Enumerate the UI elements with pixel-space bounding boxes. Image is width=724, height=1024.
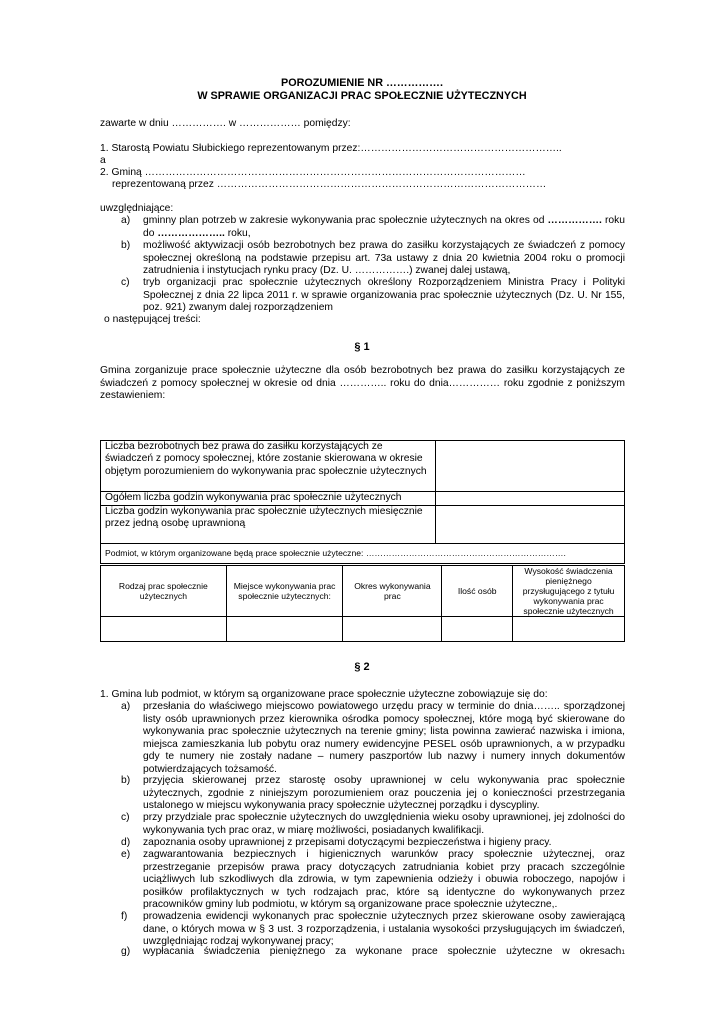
column-header-count: Ilość osób — [442, 566, 513, 617]
table-cell[interactable] — [226, 617, 343, 642]
column-header-period: Okres wykonywania prac — [343, 566, 442, 617]
column-header-type: Rodzaj prac społecznie użytecznych — [101, 566, 227, 617]
table-entity-cell: Podmiot, w którym organizowane będą prace społecznie użyteczne: ……………………………………………………………. — [101, 544, 625, 564]
section2-heading: § 2 — [354, 661, 370, 673]
document-title-line1: POROZUMIENIE NR ……………. — [281, 77, 443, 89]
table-row-label-total-hours: Ogółem liczba godzin wykonywania prac społecznie użytecznych — [101, 492, 436, 506]
considering-a-letter: a) — [121, 215, 131, 226]
column-header-place: Miejsce wykonywania prac społecznie użytecznych: — [226, 566, 343, 617]
table-row-label-monthly-hours: Liczba godzin wykonywania prac społecznie użytecznych miesięcznie przez jedną osobę uprawnioną — [101, 506, 436, 544]
item-f-text: prowadzenia ewidencji wykonanych prac społecznie użytecznych przez skierowane osoby zawierającą dane, o których mowa w § 3 ust. 3 rozporządzenia, i ustalania wysokości przysługujących im świadczeń, uwzględniając rodzaj wykonywanej pracy; — [143, 911, 625, 948]
considering-b-text: możliwość aktywizacji osób bezrobotnych bez prawa do zasiłku korzystających ze świadczeń z pomocy społecznej określoną na podstawie przepisu art. 73a ustawy z dnia 20 kwietnia 2004 roku o promocji zatrudnienia i instytucjach rynku pracy (Dz. U. …………….) zwanej dalej ustawą, — [143, 240, 625, 277]
table-header-row — [101, 566, 625, 617]
table-row — [101, 544, 625, 564]
considering-a-text: gminny plan potrzeb w zakresie wykonywania prac społecznie użytecznych na okres od ……………. roku do ……………….. roku, — [143, 215, 625, 239]
item-c-text: przy przydziale prac społecznie użytecznych do uwzględnienia wieku osoby uprawnionej, jej zdolności do wykonywania tych prac oraz, w miarę możliwości, posiadanych kwalifikacji. — [143, 812, 625, 836]
column-header-allowance: Wysokość świadczenia pieniężnego przysługującego z tytułu wykonywania prac społecznie użytecznych — [513, 566, 625, 617]
page-number: 1 — [621, 949, 625, 956]
concluded-line: zawarte w dniu ……………. w ……………… pomiędzy: — [100, 118, 351, 129]
table-value-cell[interactable] — [436, 506, 625, 544]
section1-heading: § 1 — [354, 341, 370, 353]
work-details-table — [100, 565, 625, 642]
table-row — [101, 492, 625, 506]
item-g-letter: g) — [121, 946, 131, 957]
table-cell[interactable] — [343, 617, 442, 642]
and-line: a — [100, 155, 106, 166]
item-b-text: przyjęcia skierowanej przez starostę osoby uprawnionej w celu wykonywania prac społecznie użytecznych, zgodnie z niniejszym porozumieniem oraz pouczenia jej o konieczności przestrzegania ustalonego w miejscu wykonywania pracy społecznie użytecznej porządku i dyscypliny. — [143, 775, 625, 812]
party2-line: 2. Gminą ………………………………………………………………………………………………… — [100, 167, 526, 178]
item-d-text: zapoznania osoby uprawnionej z przepisami dotyczącymi bezpieczeństwa i higieny pracy. — [143, 837, 552, 848]
table-value-cell[interactable] — [436, 441, 625, 492]
party2-representative-line: reprezentowaną przez …………………………………………………………………………………… — [112, 179, 547, 190]
table-cell[interactable] — [442, 617, 513, 642]
table-row-label-unemployed: Liczba bezrobotnych bez prawa do zasiłku korzystających ze świadczeń z pomocy społecznej, które zostanie skierowana w okresie objętym porozumieniem do wykonywania prac społecznie użytecznych — [101, 441, 436, 492]
document-title-line2: W SPRAWIE ORGANIZACJI PRAC SPOŁECZNIE UŻYTECZNYCH — [197, 90, 527, 102]
item-f-letter: f) — [121, 911, 128, 922]
considering-closing: o następującej treści: — [104, 314, 201, 325]
item-e-text: zagwarantowania bezpiecznych i higienicznych warunków pracy społecznie użytecznej, oraz przestrzeganie przepisów prawa pracy dotyczących zatrudniania kobiet przy pracach szczególnie uciążliwych lub szkodliwych dla zdrowia, w tym zapewnienia odzieży i obuwia roboczego, napojów i posiłków profilaktycznych w tych rodzajach prac, które są identyczne do wykonywanych przez pracowników gminy lub podmiotu, w którym są organizowane prace społecznie użyteczne,. — [143, 849, 625, 911]
item-g-text: wypłacania świadczenia pieniężnego za wykonane prace społecznie użyteczne w okresach1 — [143, 946, 625, 957]
considering-b-letter: b) — [121, 240, 131, 251]
section2-paragraph1: 1. Gmina lub podmiot, w którym są organizowane prace społecznie użyteczne zobowiązuje się do: — [100, 689, 548, 700]
table-row — [101, 506, 625, 544]
section1-text: Gmina zorganizuje prace społecznie użyteczne dla osób bezrobotnych bez prawa do zasiłku korzystających ze świadczeń z pomocy społecznej w okresie od dnia ………….. roku do dnia…………… roku zgodnie z poniższym zestawieniem: — [100, 365, 625, 402]
item-a-letter: a) — [121, 701, 131, 712]
item-b-letter: b) — [121, 775, 131, 786]
item-e-letter: e) — [121, 849, 131, 860]
considering-c-letter: c) — [121, 277, 130, 288]
considering-c-text: tryb organizacji prac społecznie użytecznych określony Rozporządzeniem Ministra Pracy i Polityki Społecznej z dnia 22 lipca 2011 r. w sprawie organizowania prac społecznie użytecznych (Dz. U. Nr 155, poz. 921) zwanym dalej rozporządzeniem — [143, 277, 625, 314]
table-cell[interactable] — [513, 617, 625, 642]
item-d-letter: d) — [121, 837, 131, 848]
considering-label: uwzględniające: — [100, 203, 174, 214]
item-c-letter: c) — [121, 812, 130, 823]
item-a-text: przesłania do właściwego miejscowo powiatowego urzędu pracy w terminie do dnia…….. sporządzonej listy osób uprawnionych przez kierownika ośrodka pomocy społecznej, które mogą być skierowane do wykonywania prac społecznie użytecznych na terenie gminy; lista powinna zawierać nazwiska i imiona, miejsca zamieszkania lub pobytu oraz numery ewidencyjne PESEL osób uprawnionych, a w przypadku gdy te numery nie zostały nadane – numery paszportów lub nazwy i numery innych dokumentów potwierdzających tożsamość. — [143, 701, 625, 775]
summary-table — [100, 440, 625, 564]
table-row — [101, 617, 625, 642]
table-row — [101, 441, 625, 492]
party1-line: 1. Starostą Powiatu Słubickiego reprezentowanym przez:………………………………………………….. — [100, 143, 562, 154]
table-value-cell[interactable] — [436, 492, 625, 506]
table-cell[interactable] — [101, 617, 227, 642]
